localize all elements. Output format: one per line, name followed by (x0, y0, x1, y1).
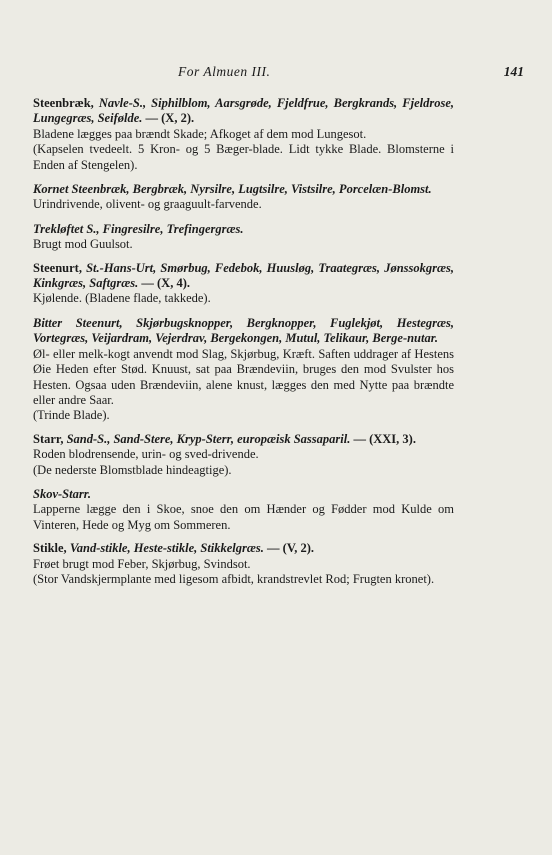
entry-reference: — (XXI, 3). (353, 431, 416, 446)
entry-synonyms: St.-Hans-Urt, Smørbug, Fedebok, Huusløg, Traategræs, Jønssokgræs, Kinkgræs, Saftgræs. (33, 260, 455, 291)
entry-headword: Steenurt, (33, 260, 82, 275)
running-title: For Almuen III. (178, 64, 271, 79)
entry-usage: Brugt mod Guulsot. (33, 237, 133, 252)
entry-description: (Trinde Blade). (33, 408, 110, 423)
entry-heading (33, 96, 454, 127)
entry-steenurt (33, 261, 454, 307)
entry-skov-starr (33, 487, 454, 533)
entry-heading (33, 432, 454, 447)
entry-headword: Steenbræk, (33, 96, 94, 110)
entry-usage: Urindrivende, olivent- og graaguult-farvende. (33, 197, 262, 212)
entry-usage: Bladene lægges paa brændt Skade; Afkoget af dem mod Lungesot. (33, 126, 367, 141)
entry-synonyms: Trekløftet S., Fingresilre, Trefingergræs. (33, 221, 244, 236)
entry-treklooftet (33, 222, 454, 253)
entry-synonyms: Bitter Steenurt, Skjørbugsknopper, Bergknopper, Fuglekjøt, Hestegræs, Vortegræs, Veijardram, Vejerdrav, Bergekongen, Mutul, Telikaur, Berge-nutar. (33, 315, 454, 346)
entry-usage: Kjølende. (Bladene flade, takkede). (33, 291, 211, 306)
entry-kornet-steenbraek (33, 182, 454, 213)
entry-headword: Stikle, (33, 541, 67, 556)
entry-reference: — (V, 2). (267, 541, 315, 556)
entry-usage: Øl- eller melk-kogt anvendt mod Slag, Skjørbug, Kræft. Saften uddrager af Hestens Øie Heden efter Stød. Knuust, sat paa Brændeviin, bruges den mod Svulster hos Hesten. Ogsaa uden Brændeviin, alene knust, lægges den med Nytte paa brændte eller andre Saar. (33, 346, 454, 407)
entry-starr (33, 432, 454, 478)
entry-synonyms: Sand-S., Sand-Stere, Kryp-Sterr, europæisk Sassaparil. (66, 431, 351, 446)
entry-heading (33, 222, 454, 237)
entry-reference: — (X, 4). (141, 276, 190, 291)
entry-synonyms: Vand-stikle, Heste-stikle, Stikkelgræs. (69, 541, 264, 556)
entry-bitter-steenurt (33, 316, 454, 424)
entry-synonyms: Navle-S., Siphilblom, Aarsgrøde, Fjeldfrue, Bergkrands, Fjeldrose, Lungegræs, Seifølde. (33, 96, 454, 126)
entry-heading (33, 182, 454, 197)
entry-synonyms: Skov-Starr. (33, 486, 92, 501)
entry-headword: Starr, (33, 431, 64, 446)
page-header (30, 64, 524, 84)
page-content (33, 96, 454, 587)
entry-usage: Frøet brugt mod Feber, Skjørbug, Svindsot. (33, 556, 251, 571)
entry-usage: Roden blodrensende, urin- og sved-drivende. (33, 447, 259, 462)
entry-description: (De nederste Blomstblade hindeagtige). (33, 462, 232, 477)
entry-heading (33, 541, 454, 556)
entry-description: (Kapselen tvedeelt. 5 Kron- og 5 Bæger-blade. Lidt tykke Blade. Blomsterne i Enden af Stengelen). (33, 142, 454, 172)
entry-description: (Stor Vandskjermplante med ligesom afbidt, krandstrevlet Rod; Frugten kronet). (33, 571, 435, 586)
entry-heading (33, 487, 454, 502)
entry-stikle (33, 541, 454, 587)
entry-steenbraek (33, 96, 454, 173)
page-number: 141 (503, 64, 524, 79)
entry-heading (33, 261, 454, 292)
entry-heading (33, 316, 454, 347)
entry-synonyms: Kornet Steenbræk, Bergbræk, Nyrsilre, Lugtsilre, Vistsilre, Porcelæn-Blomst. (33, 182, 432, 197)
entry-usage: Lapperne lægge den i Skoe, snoe den om Hænder og Fødder mod Kulde om Vinteren, Hede og Myg om Sommeren. (33, 502, 454, 532)
entry-reference: — (X, 2). (145, 111, 195, 126)
